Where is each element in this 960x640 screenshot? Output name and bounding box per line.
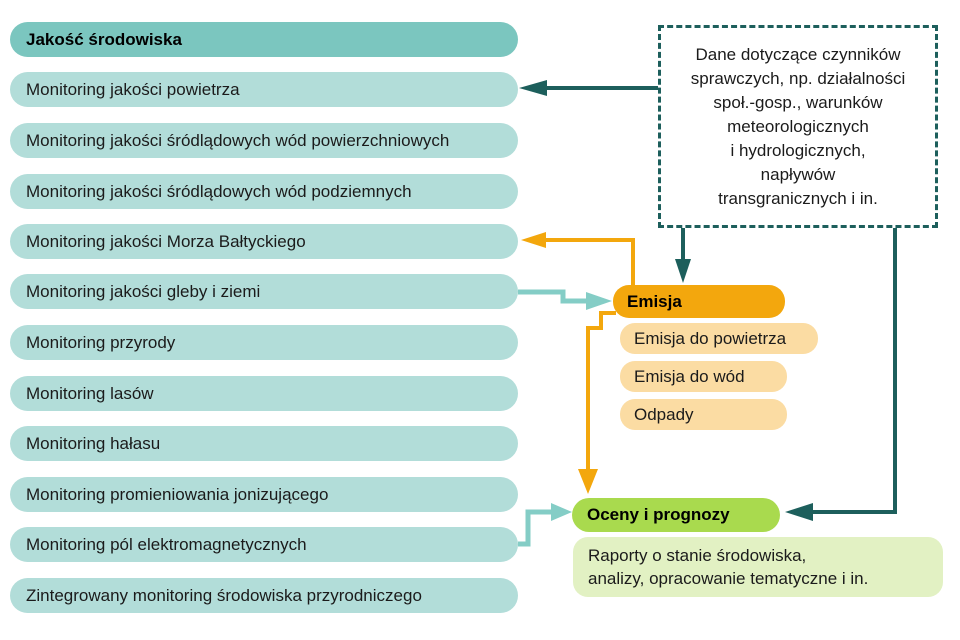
causal-box-line: Dane dotyczące czynników <box>695 44 901 64</box>
box-emisja-do-powietrza <box>620 323 818 354</box>
box-monitoring-morza-baltyckiego <box>10 224 518 259</box>
box-monitoring-powietrza <box>10 72 518 107</box>
box-monitoring-halasu <box>10 426 518 461</box>
causal-box-line: meteorologicznych <box>727 116 869 136</box>
monitoring-item-label: Monitoring jakości powietrza <box>26 79 240 99</box>
causal-box-line: sprawczych, np. działalności <box>690 68 906 88</box>
monitoring-item-label: Monitoring hałasu <box>26 433 161 453</box>
emission-item-label: Emisja do wód <box>634 366 745 386</box>
raporty-line: analizy, opracowanie tematyczne i in. <box>588 569 869 588</box>
header-label: Jakość środowiska <box>26 29 182 49</box>
emission-item-label: Odpady <box>634 404 694 424</box>
arrow-emisja-to-baltic-monitoring <box>521 232 633 286</box>
monitoring-item-label: Monitoring lasów <box>26 383 154 403</box>
box-odpady <box>620 399 787 430</box>
monitoring-item-label: Monitoring jakości śródlądowych wód podziemnych <box>26 181 412 201</box>
monitoring-item-label: Monitoring jakości Morza Bałtyckiego <box>26 231 306 251</box>
box-emisja-do-wod <box>620 361 787 392</box>
oceny-label: Oceny i prognozy <box>587 505 730 524</box>
monitoring-item-label: Monitoring przyrody <box>26 332 176 352</box>
box-monitoring-przyrody <box>10 325 518 360</box>
arrow-databox-to-air-monitoring <box>519 80 658 96</box>
monitoring-item-label: Monitoring jakości gleby i ziemi <box>26 281 261 301</box>
monitoring-item-label: Zintegrowany monitoring środowiska przyrodniczego <box>26 585 422 605</box>
box-jakosc-srodowiska-header <box>10 22 518 57</box>
emisja-label: Emisja <box>627 291 682 311</box>
box-oceny-i-prognozy-header <box>572 498 780 532</box>
box-monitoring-pol-elektromagnetycznych <box>10 527 518 562</box>
box-dane-czynnikow-sprawczych <box>658 25 938 228</box>
emission-item-label: Emisja do powietrza <box>634 328 787 348</box>
monitoring-item-label: Monitoring promieniowania jonizującego <box>26 484 329 504</box>
causal-box-line: napływów <box>760 164 836 184</box>
box-monitoring-promieniowania <box>10 477 518 512</box>
box-monitoring-wod-podziemnych <box>10 174 518 209</box>
arrow-databox-to-oceny <box>785 228 895 521</box>
box-monitoring-lasow <box>10 376 518 411</box>
box-zintegrowany-monitoring <box>10 578 518 613</box>
box-emisja-header <box>613 285 785 318</box>
causal-box-line: społ.-gosp., warunków <box>713 92 883 112</box>
box-monitoring-wod-powierzchniowych <box>10 123 518 158</box>
causal-box-line: transgranicznych i in. <box>718 188 878 208</box>
causal-box-line: i hydrologicznych, <box>730 140 866 160</box>
arrow-pol-to-oceny <box>518 503 572 544</box>
monitoring-item-label: Monitoring jakości śródlądowych wód powierzchniowych <box>26 130 450 150</box>
arrow-emisja-to-oceny <box>578 313 616 494</box>
box-raporty <box>573 537 943 597</box>
monitoring-item-label: Monitoring pól elektromagnetycznych <box>26 534 307 554</box>
raporty-line: Raporty o stanie środowiska, <box>588 546 807 565</box>
arrow-gleby-to-emisja <box>518 292 612 310</box>
arrow-databox-to-emisja <box>675 228 691 283</box>
box-monitoring-gleby <box>10 274 518 309</box>
